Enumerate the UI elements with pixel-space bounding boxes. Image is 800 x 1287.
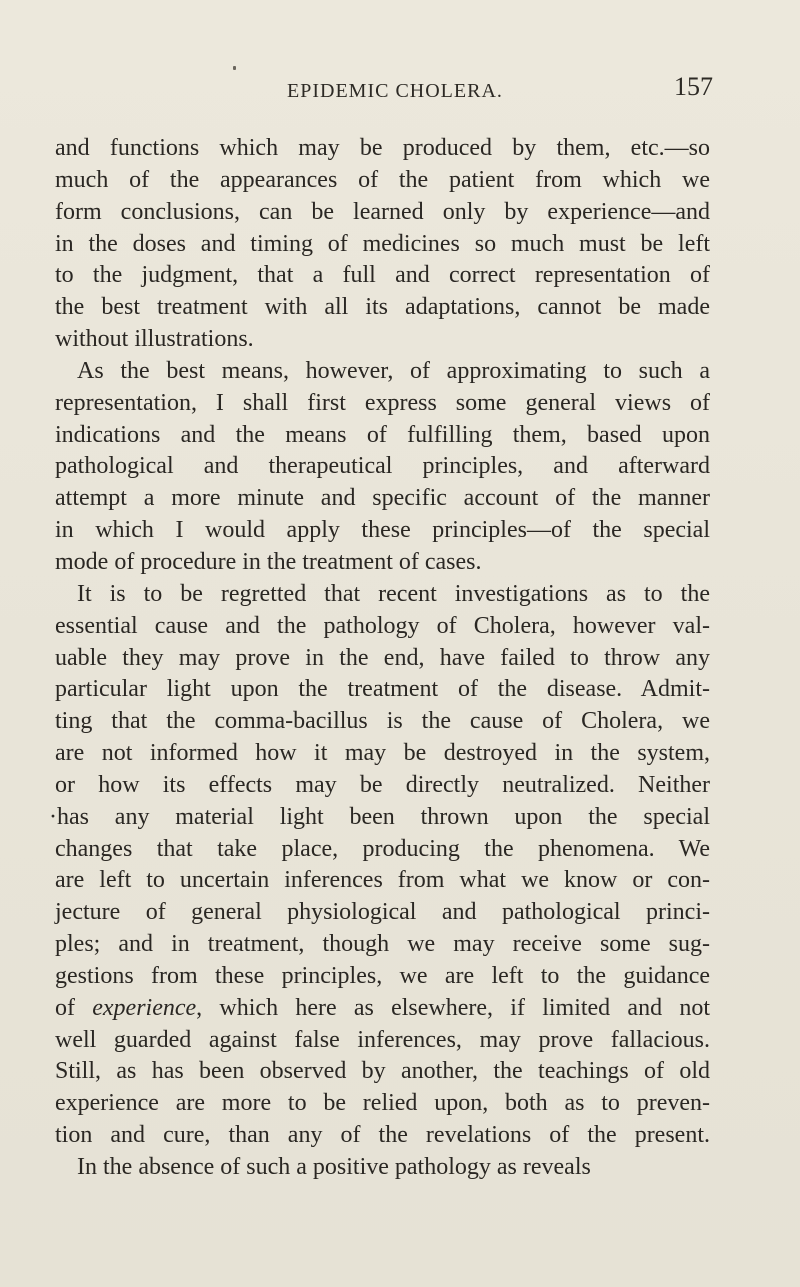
body-text xyxy=(49,133,710,1184)
text-fragment: , which here as elsewhere, if limited and not xyxy=(196,994,710,1021)
text-line: essential cause and the pathology of Cholera, however val- xyxy=(55,612,710,639)
print-speck xyxy=(233,66,236,70)
text-line: without illustrations. xyxy=(55,326,254,353)
text-line: particular light upon the treatment of the disease. Admit- xyxy=(55,676,710,703)
text-line: form conclusions, can be learned only by experience—and xyxy=(55,198,710,225)
text-line: in which I would apply these principles—of the special xyxy=(55,517,710,544)
text-line: pathological and therapeutical principles, and afterward xyxy=(55,453,710,480)
text-line: or how its effects may be directly neutralized. Neither xyxy=(55,771,710,798)
text-line: ·has any material light been thrown upon the special xyxy=(49,803,710,830)
text-line: uable they may prove in the end, have failed to throw any xyxy=(55,644,710,671)
text-line: the best treatment with all its adaptations, cannot be made xyxy=(55,294,710,321)
italic-word: experience xyxy=(92,994,197,1021)
text-line: ting that the comma-bacillus is the cause of Cholera, we xyxy=(55,708,710,735)
text-line: jecture of general physiological and pathological princi- xyxy=(55,899,710,926)
text-line: Still, as has been observed by another, the teachings of old xyxy=(55,1058,710,1085)
text-line: indications and the means of fulfilling them, based upon xyxy=(55,421,710,448)
text-fragment: of xyxy=(55,994,75,1021)
text-line: well guarded against false inferences, may prove fallacious. xyxy=(55,1026,710,1053)
paragraph-start-line: As the best means, however, of approximating to such a xyxy=(77,357,710,384)
paragraph-start-line: It is to be regretted that recent investigations as to the xyxy=(77,580,710,607)
text-line: are not informed how it may be destroyed in the system, xyxy=(55,740,710,767)
text-line: attempt a more minute and specific account of the manner xyxy=(55,485,710,512)
text-line: ples; and in treatment, though we may receive some sug- xyxy=(55,931,710,958)
text-line: gestions from these principles, we are left to the guidance xyxy=(55,962,710,989)
text-line: in the doses and timing of medicines so much must be left xyxy=(55,230,710,257)
text-line xyxy=(55,993,710,1025)
paragraph-start-line: In the absence of such a positive pathology as reveals xyxy=(77,1154,591,1180)
page-number: 157 xyxy=(674,72,713,101)
text-line: representation, I shall first express some general views of xyxy=(55,389,710,416)
text-line: much of the appearances of the patient from which we xyxy=(55,166,710,193)
text-line: and functions which may be produced by them, etc.—so xyxy=(55,135,710,161)
text-line: tion and cure, than any of the revelations of the present. xyxy=(55,1122,710,1149)
text-line: mode of procedure in the treatment of cases. xyxy=(55,548,482,575)
text-line: are left to uncertain inferences from what we know or con- xyxy=(55,867,710,894)
running-title: EPIDEMIC CHOLERA. xyxy=(287,80,503,102)
text-line: to the judgment, that a full and correct representation of xyxy=(55,262,710,289)
text-line: experience are more to be relied upon, both as to preven- xyxy=(55,1090,710,1117)
text-line: changes that take place, producing the phenomena. We xyxy=(55,835,710,862)
